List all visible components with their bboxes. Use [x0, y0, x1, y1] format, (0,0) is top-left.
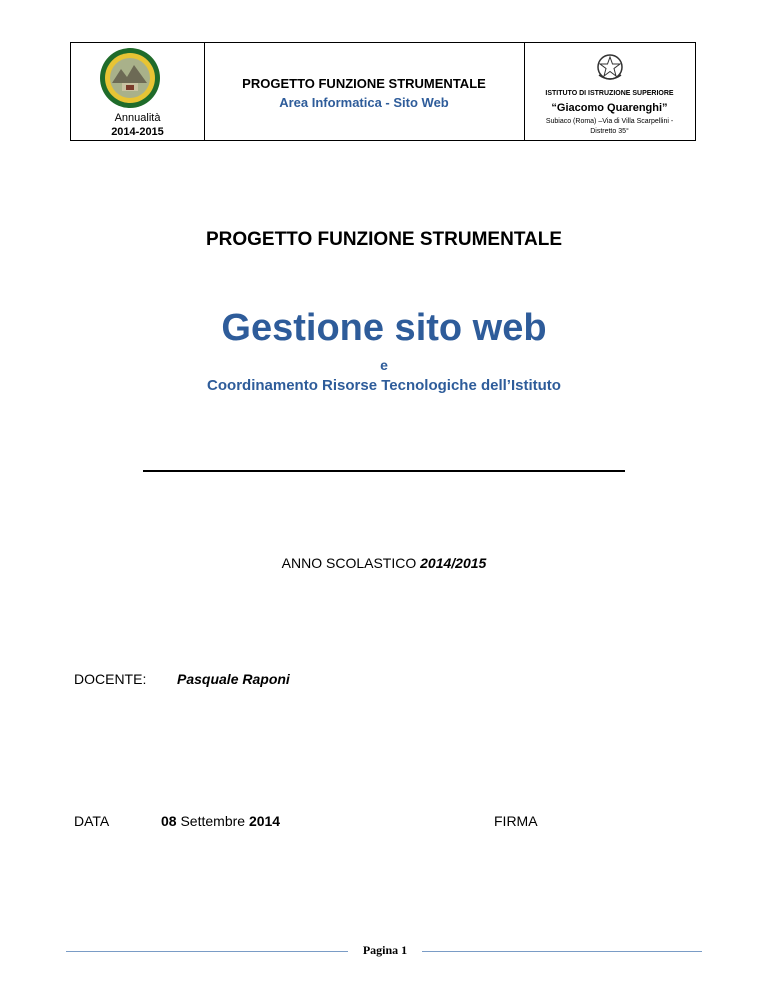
institute-type: ISTITUTO DI ISTRUZIONE SUPERIORE [545, 90, 674, 97]
title-conjunction: e [380, 357, 388, 373]
document-title: Gestione sito web [221, 307, 547, 349]
header-middle-cell [204, 43, 525, 140]
header-project-title: PROGETTO FUNZIONE STRUMENTALE [242, 76, 486, 91]
date-month: Settembre [180, 813, 246, 829]
footer-rule-right [422, 951, 702, 952]
header-left-cell [71, 43, 205, 140]
annualita-block [71, 111, 204, 139]
school-seal-icon [99, 47, 161, 109]
signature-label: FIRMA [494, 813, 538, 829]
document-subtitle: Coordinamento Risorse Tecnologiche dell’Istituto [207, 377, 561, 394]
school-year-value: 2014/2015 [420, 555, 487, 571]
annualita-year: 2014-2015 [111, 126, 164, 138]
separator-line [143, 470, 625, 472]
date-day: 08 [161, 813, 177, 829]
date-label: DATA [74, 813, 110, 829]
header-right-cell [524, 43, 695, 140]
header-box [70, 42, 696, 141]
header-project-area: Area Informatica - Sito Web [279, 95, 449, 110]
italian-republic-emblem-icon [596, 53, 624, 83]
institute-address: Subiaco (Roma) –Via di Villa Scarpellini - Distretto 35° [545, 118, 674, 135]
teacher-label: DOCENTE: [74, 671, 147, 687]
annualita-label: Annualità [114, 112, 161, 124]
school-year-label: ANNO SCOLASTICO [281, 555, 417, 571]
teacher-name: Pasquale Raponi [177, 671, 290, 687]
footer-rule-left [66, 951, 348, 952]
school-year [0, 554, 768, 572]
date-value [161, 813, 280, 829]
page-number: Pagina 1 [362, 943, 408, 957]
main-heading: PROGETTO FUNZIONE STRUMENTALE [205, 229, 563, 250]
institute-name: “Giacomo Quarenghi” [551, 102, 668, 114]
date-year: 2014 [248, 813, 281, 829]
